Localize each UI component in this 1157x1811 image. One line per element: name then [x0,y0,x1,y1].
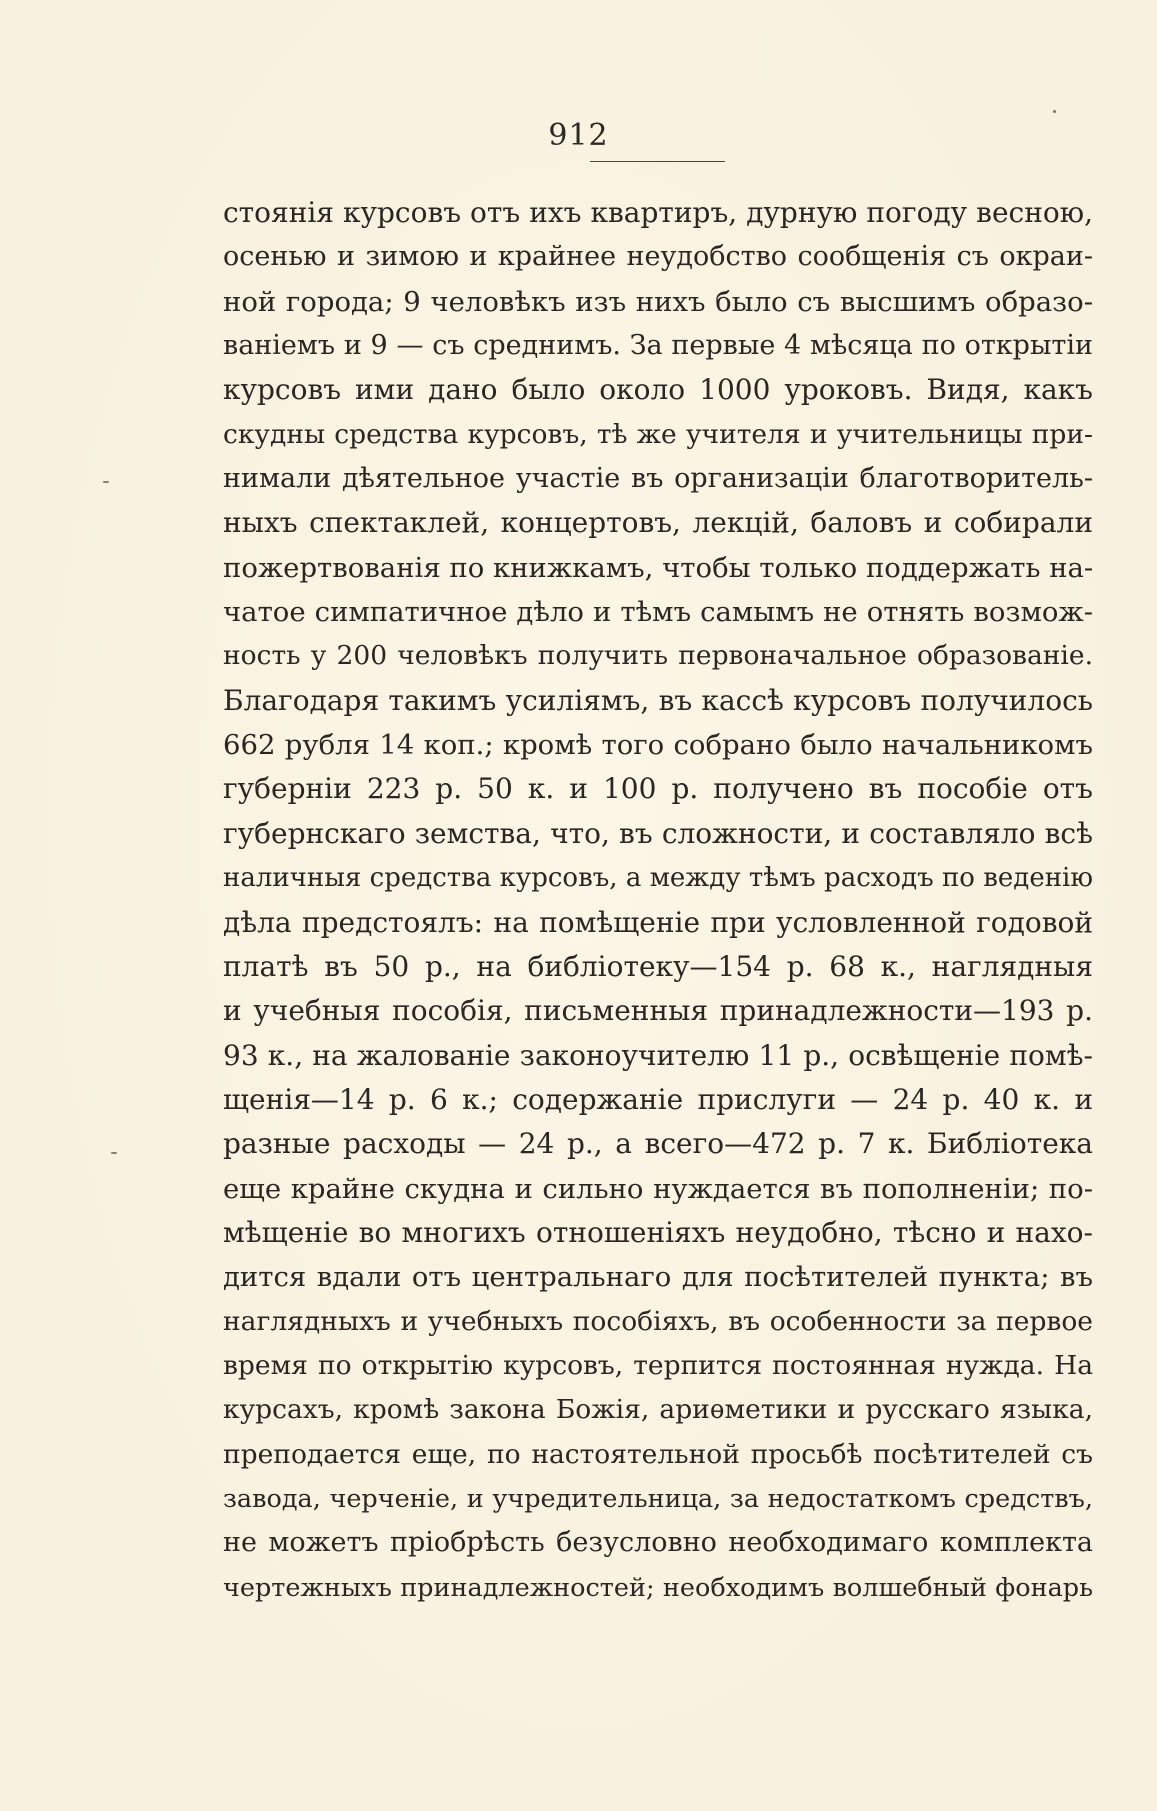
text-line: Благодаря такимъ усиліямъ, въ кассѣ курсовъ получилось [223,683,1093,717]
text-line: мѣщеніе во многихъ отношеніяхъ неудобно, тѣсно и нахо- [223,1215,1093,1249]
text-line: ныхъ спектаклей, концертовъ, лекцій, баловъ и собирали [223,506,1093,540]
text-line: ной города; 9 человѣкъ изъ нихъ было съ высшимъ образо- [223,285,1093,318]
text-line: курсовъ ими дано было около 1000 уроковъ. Видя, какъ [223,373,1093,407]
text-line: курсахъ, кромѣ закона Божія, ариѳметики и русскаго языка, [223,1394,1093,1426]
text-line: чертежныхъ принадлежностей; необходимъ волшебный фонарь [223,1572,1093,1603]
page-number: 912 [548,118,609,153]
text-line: время по открытію курсовъ, терпится постоянная нужда. На [223,1349,1093,1381]
text-line: ваніемъ и 9 — съ среднимъ. За первые 4 мѣсяца по открытіи [223,330,1093,362]
body-text [223,191,1093,1610]
text-line: наличныя средства курсовъ, а между тѣмъ расходъ по веденію [223,863,1093,894]
text-line: 662 рубля 14 коп.; кромѣ того собрано было начальникомъ [223,729,1093,762]
text-line: наглядныхъ и учебныхъ пособіяхъ, въ особенности за первое [223,1305,1093,1337]
text-line: завода, черченіе, и учредительница, за недостаткомъ средствъ, [223,1483,1093,1514]
margin-mark [103,481,109,483]
text-line: разные расходы — 24 р., а всего—472 р. 7 к. Библіотека [223,1127,1093,1161]
text-line: пожертвованія по книжкамъ, чтобы только поддержать на- [223,551,1094,584]
text-line: губерніи 223 р. 50 к. и 100 р. получено въ пособіе отъ [223,772,1093,806]
text-line: платѣ въ 50 р., на библіотеку—154 р. 68 к., наглядныя [223,949,1093,983]
text-line: еще крайне скудна и сильно нуждается въ пополненіи; по- [223,1172,1093,1205]
text-line: осенью и зимою и крайнее неудобство сообщенія съ окраи- [223,241,1093,273]
text-line: 93 к., на жалованіе законоучителю 11 р., освѣщеніе помѣ- [223,1038,1093,1072]
text-line: не можетъ пріобрѣсть безусловно необходимаго комплекта [223,1527,1093,1559]
text-line: дѣла предстоялъ: на помѣщеніе при условленной годовой [223,905,1093,939]
text-line: стоянія курсовъ отъ ихъ квартиръ, дурную погоду весною, [223,196,1093,229]
text-line: дится вдали отъ центральнаго для посѣтителей пункта; въ [223,1261,1093,1294]
header-rule [590,161,725,162]
text-line: ность у 200 человѣкъ получить первоначальное образованіе. [223,640,1093,672]
text-line: щенія—14 р. 6 к.; содержаніе прислуги — 24 р. 40 к. и [223,1082,1093,1116]
text-line: нимали дѣятельное участіе въ организаціи благотворитель- [223,463,1093,495]
text-line: преподается еще, по настоятельной просьбѣ посѣтителей съ [223,1438,1093,1470]
text-line: скудны средства курсовъ, тѣ же учителя и учительницы при- [223,418,1093,450]
text-line: губернскаго земства, что, въ сложности, и составляло всѣ [223,816,1093,850]
margin-mark [111,1152,117,1154]
text-line: и учебныя пособія, письменныя принадлежности—193 р. [223,994,1093,1028]
specks [1053,110,1056,113]
text-line: чатое симпатичное дѣло и тѣмъ самымъ не отнять возмож- [223,596,1093,629]
